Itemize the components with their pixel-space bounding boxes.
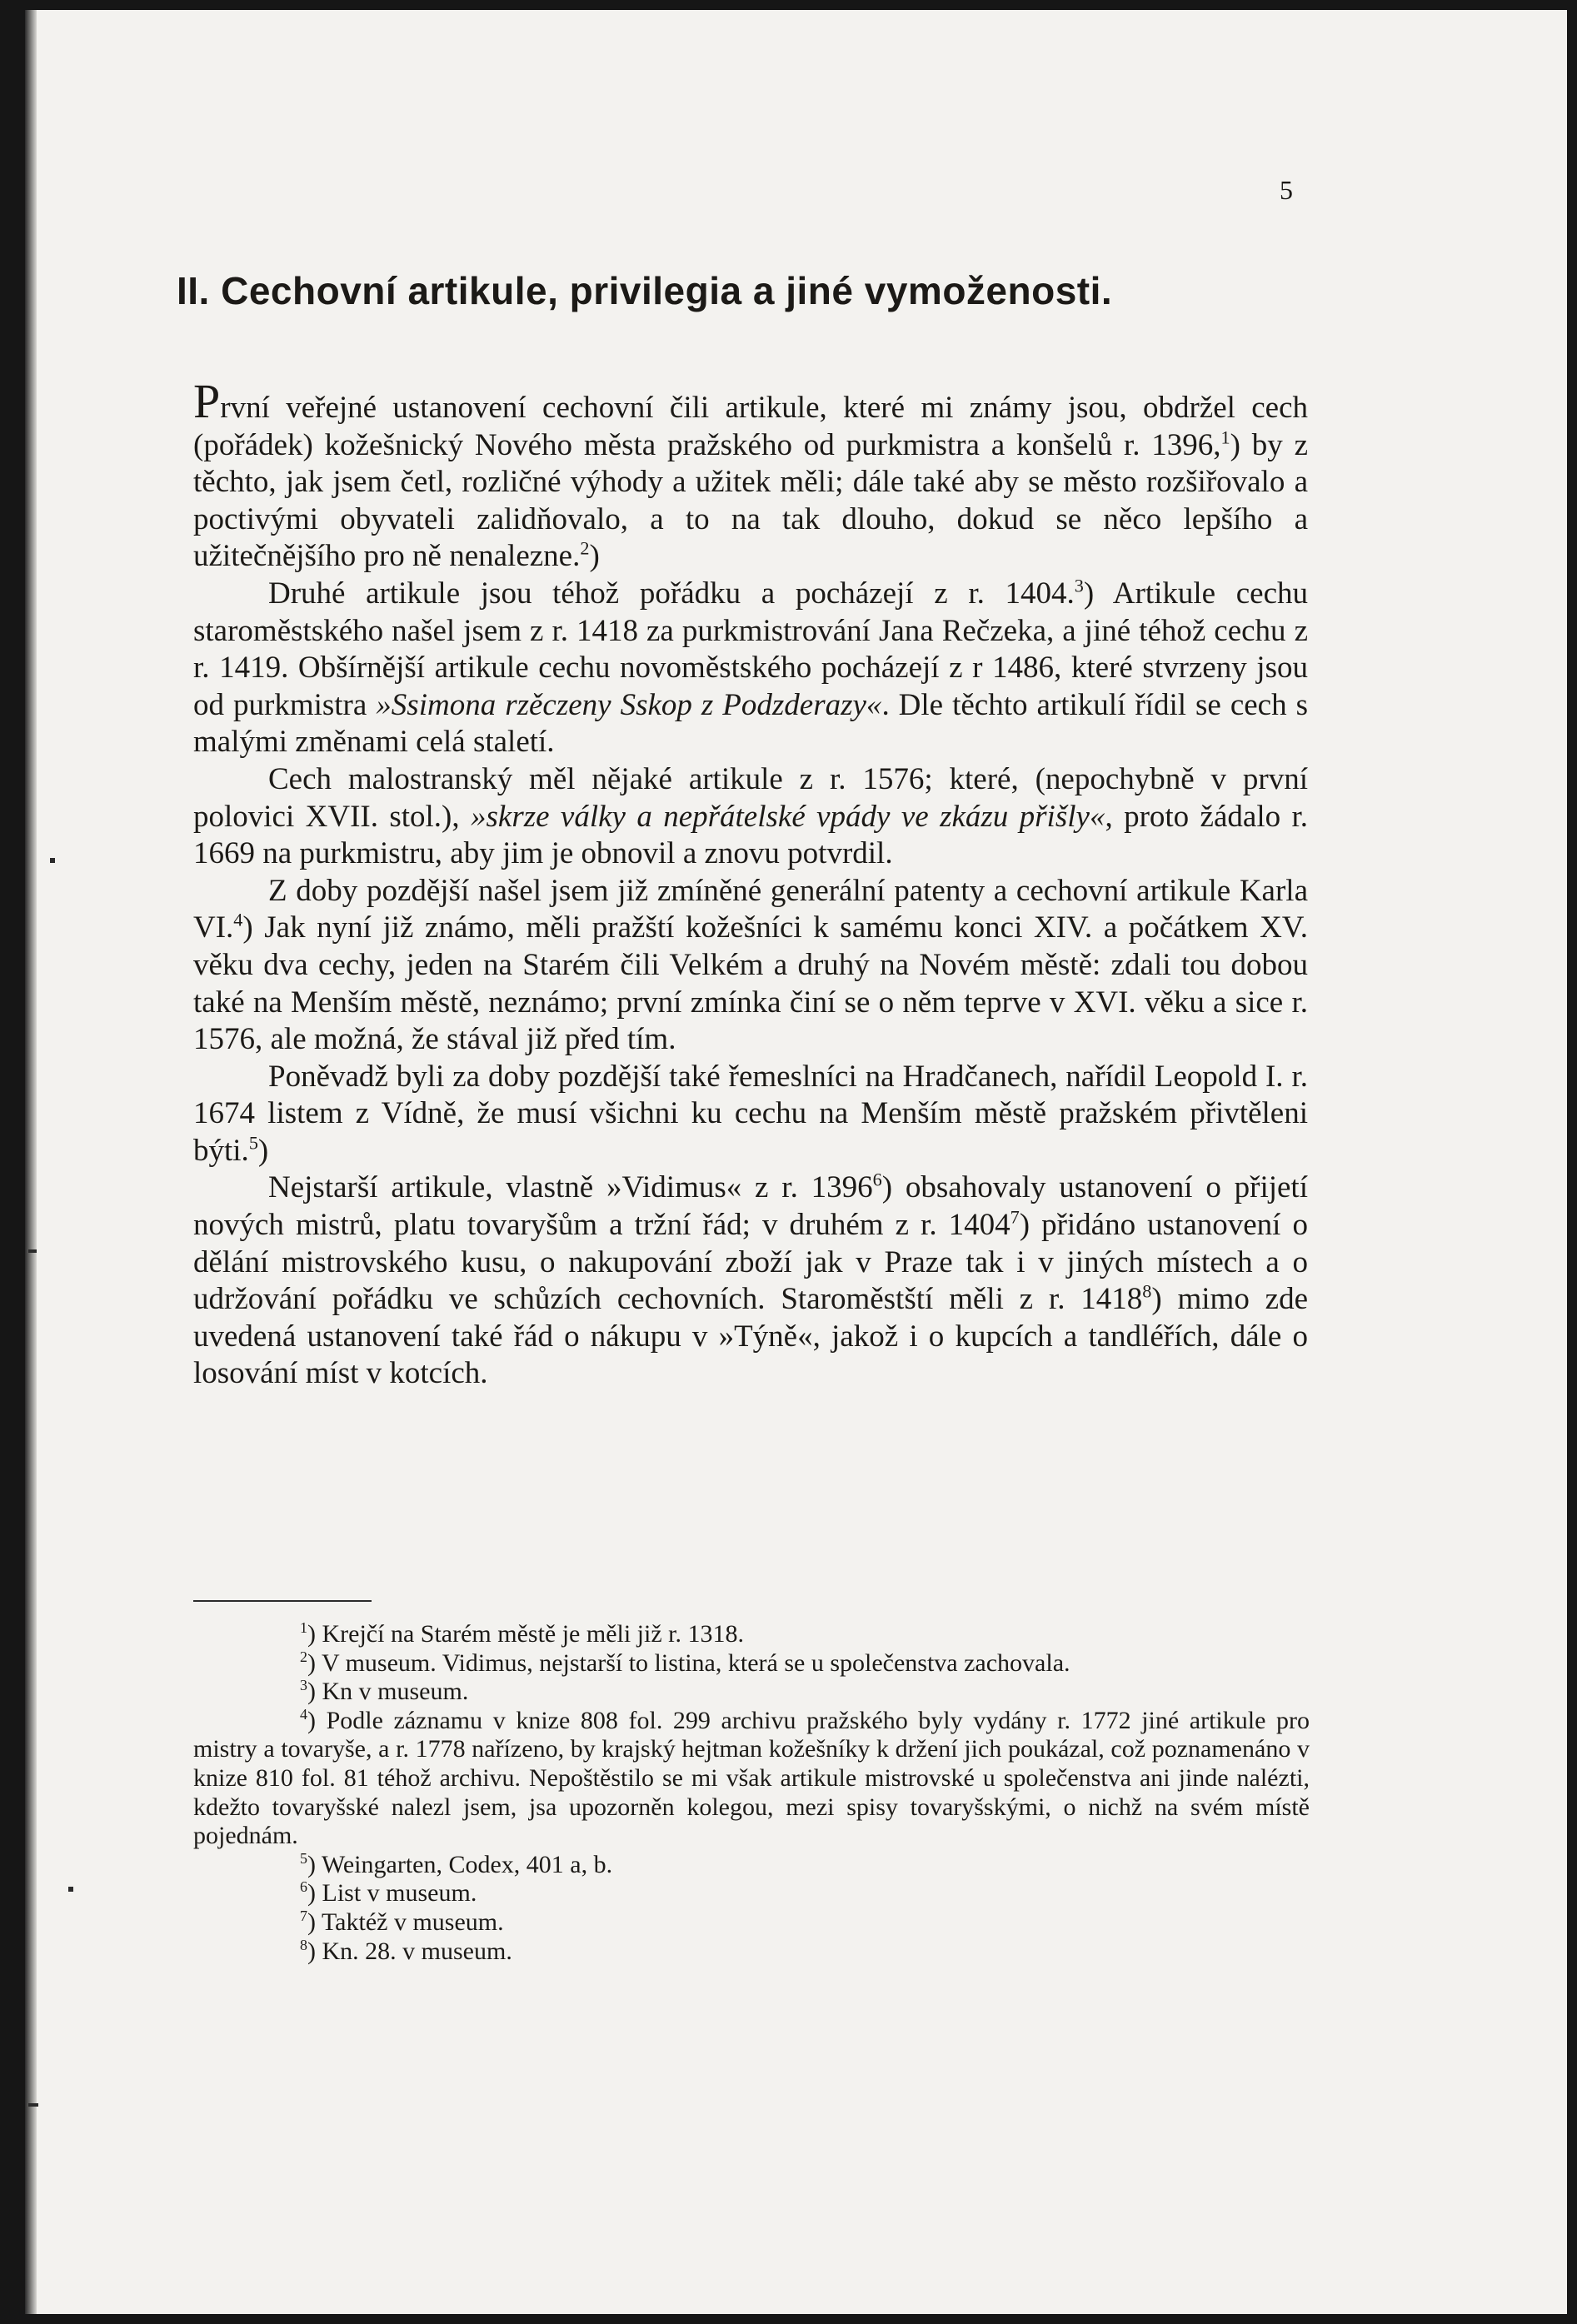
footnote-ref: 5	[248, 1132, 258, 1154]
paragraph-4: Z doby pozdější našel jsem již zmíněné generální patenty a cechovní artikule Karla VI.$^4$) Jak nyní již známo, měli pražští kožešníci k samému konci XIV. a počátkem XV. věku dva cechy, jeden na Starém čili Velkém a druhý na Novém městě: zdali tou dobou také na Menším městě, neznámo; první zmínka činí se o něm teprve v XVI. věku a sice r. 1576, ale možná, že stával již před tím.	[193, 873, 1308, 1057]
scan-speck	[28, 2103, 38, 2107]
footnote-ref: 2	[580, 538, 590, 560]
footnote-ref: 1	[1220, 426, 1230, 448]
footnote-6: $^6$) List v museum.	[300, 1878, 477, 1908]
footnote-4: $^4$) Podle záznamu v knize 808 fol. 299 archivu pražského byly vydány r. 1772 jiné artikule pro mistry a tovaryše, a r. 1778 nařízeno, by krajský hejtman kožešníky k držení jich poukázal, což poznamenáno v knize 810 fol. 81 téhož archivu. Nepoštěstilo se mi však artikule mistrovské u společenstva ani jinde nalézti, kdežto tovaryšské nalezl jsem, jsa upozorněn kolegou, mezi spisy tovaryšskými, o nichž na svém místě pojednám.	[193, 1705, 1310, 1850]
quoted-passage: »skrze války a nepřátelské vpády ve zkázu přišly«	[471, 799, 1105, 834]
scan-speck	[68, 1887, 73, 1892]
drop-cap: P	[193, 374, 221, 428]
footnote-ref: 4	[233, 909, 243, 930]
paragraph-3: Cech malostranský měl nějaké artikule z r. 1576; které, (nepochybně v první polovici XVII. stol.), »skrze války a nepřátelské vpády ve zkázu přišly«, proto žádalo r. 1669 na purkmistru, aby jim je obnovil a znovu potvrdil.	[193, 761, 1309, 871]
footnote-ref: 6	[872, 1169, 882, 1191]
paragraph-1: První veřejné ustanovení cechovní čili artikule, které mi známy jsou, obdržel cech (pořádek) kožešnický Nového města pražského od purkmistra a konšelů r. 1396,$^1$) by z těchto, jak jsem četl, rozličné výhody a užitek měli; dále také aby se město rozšiřovalo a poctivými obyvateli zalidňovalo, a to na tak dlouho, dokud se něco lepšího a užitečnějšího pro ně nenalezne.$^2$)	[193, 374, 1308, 574]
main-text	[193, 374, 1309, 1393]
footnote-8: $^8$) Kn. 28. v museum.	[300, 1936, 512, 1965]
footnote-ref: 7	[1010, 1206, 1020, 1228]
footnote-ref: 3	[1074, 575, 1084, 596]
footnote-3: $^3$) Kn v museum.	[300, 1677, 469, 1706]
footnote-2: $^2$) V museum. Vidimus, nejstarší to listina, která se u společenstva zachovala.	[300, 1648, 1070, 1677]
footnotes	[193, 1620, 1310, 1966]
quoted-name: »Ssimona rzěczeny Sskop z Podzderazy«	[376, 687, 882, 722]
footnote-ref: 8	[1142, 1280, 1152, 1302]
paragraph-2: Druhé artikule jsou téhož pořádku a pocházejí z r. 1404.$^3$) Artikule cechu staroměstského našel jsem z r. 1418 za purkmistrování Jana Rečzeka, a jiné téhož cechu z r. 1419. Obšírnější artikule cechu novoměstského pocházejí z r 1486, které stvrzeny jsou od purkmistra »Ssimona rzěczeny Sskop z Podzderazy«. Dle těchto artikulí řídil se cech s malými změnami celá staletí.	[193, 575, 1308, 760]
page-gutter-shadow	[25, 10, 37, 2314]
paragraph-5: Poněvadž byli za doby pozdější také řemeslníci na Hradčanech, nařídil Leopold I. r. 1674 listem z Vídně, že musí všichni ku cechu na Menším městě pražském přivtěleni býti.$^5$)	[193, 1059, 1308, 1168]
paragraph-6: Nejstarší artikule, vlastně »Vidimus« z r. 1396$^6$) obsahovaly ustanovení o přijetí nových mistrů, platu tovaryšům a tržní řád; v druhém z r. 1404$^7$) přidáno ustanovení o dělání mistrovského kusu, o nakupování zboží jak v Praze tak i v jiných místech a o udržování pořádku ve schůzích cechovních. Staroměstští měli z r. 1418$^8$) mimo zde uvedená ustanovení také řád o nákupu v »Týně«, jakož i o kupcích a tandléřích, dále o losování míst v kotcích.	[193, 1169, 1308, 1391]
footnote-separator	[193, 1600, 372, 1602]
chapter-title: II. Cechovní artikule, privilegia a jiné vymoženosti.	[177, 269, 1113, 312]
footnote-1: $^1$) Krejčí na Starém městě je měli již r. 1318.	[300, 1619, 745, 1648]
footnote-7: $^7$) Taktéž v museum.	[300, 1907, 504, 1936]
scan-speck	[50, 858, 55, 863]
footnote-5: $^5$) Weingarten, Codex, 401 a, b.	[300, 1849, 613, 1878]
scan-speck	[28, 1249, 37, 1253]
page-number: 5	[1280, 175, 1293, 205]
